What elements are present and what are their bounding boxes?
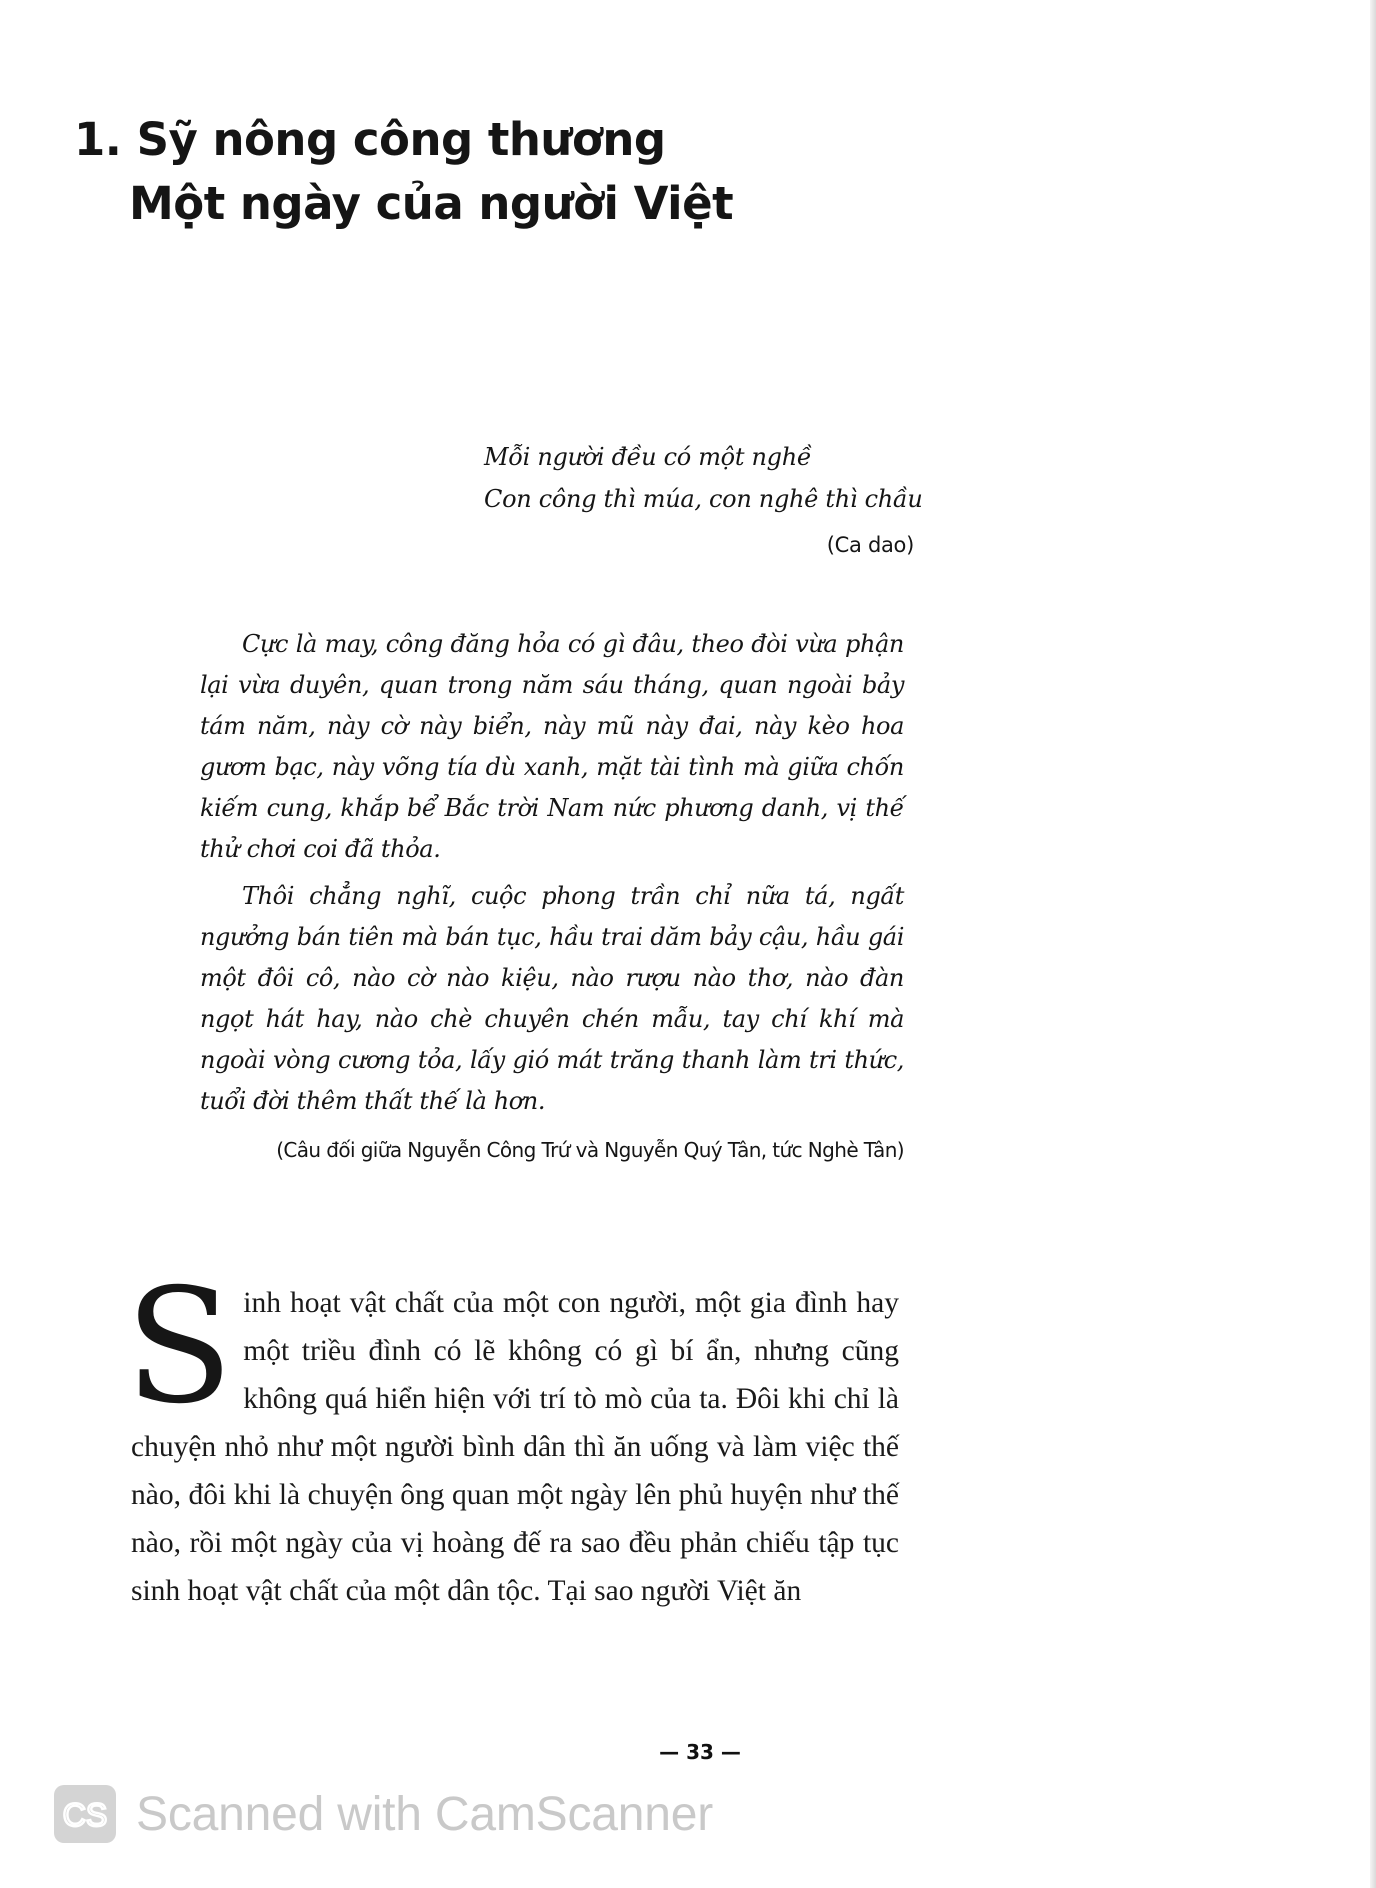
svg-text:CS: CS [62,1797,108,1833]
chapter-title-line-2: Một ngày của người Việt [129,177,734,230]
chapter-title [74,108,733,236]
poem-source: (Ca dao) [826,533,914,557]
camscanner-logo-icon [54,1785,116,1843]
couplet-source: (Câu đối giữa Nguyễn Công Trứ và Nguyễn Quý Tân, tức Nghè Tân) [276,1138,904,1162]
page-edge [1370,0,1376,1888]
epigraph-couplet [200,624,904,1171]
couplet-paragraph: Cực là may, công đăng hỏa có gì đâu, theo đòi vừa phận lại vừa duyên, quan trong năm sáu tháng, quan ngoài bảy tám năm, này cờ này biển, này mũ này đai, này kèo hoa gươm bạc, này võng tía dù xanh, mặt tài tình mà giữa chốn kiếm cung, khắp bể Bắc trời Nam nức phương danh, vị thế thử chơi coi đã thỏa. [200,630,904,863]
watermark-text: Scanned with CamScanner [136,1787,714,1841]
camscanner-watermark [54,1782,713,1846]
poem-line: Con công thì múa, con nghê thì chầu [484,485,923,513]
body-text: inh hoạt vật chất của một con người, một gia đình hay một triều đình có lẽ không có gì bí ẩn, nhưng cũng không quá hiển hiện với trí tò mò của ta. Đôi khi chỉ là chuyện nhỏ như một người bình dân thì ăn uống và làm việc thế nào, đôi khi là chuyện ông quan một ngày lên phủ huyện như thế nào, rồi một ngày của vị hoàng đế ra sao đều phản chiếu tập tục sinh hoạt vật chất của một dân tộc. Tại sao người Việt ăn [131,1287,899,1607]
poem-line: Mỗi người đều có một nghề [484,443,812,471]
page-number: — 33 — [659,1740,741,1764]
body-paragraph [125,1255,899,1615]
chapter-title-line-1: 1. Sỹ nông công thương [74,113,666,166]
epigraph-poem [484,436,923,566]
drop-cap: S [125,1255,234,1439]
couplet-paragraph: Thôi chẳng nghĩ, cuộc phong trần chỉ nữa tá, ngất ngưởng bán tiên mà bán tục, hầu trai dăm bảy cậu, hầu gái một đôi cô, nào cờ nào kiệu, nào rượu nào thơ, nào đàn ngọt hát hay, nào chè chuyên chén mẫu, tay chí khí mà ngoài vòng cương tỏa, lấy gió mát trăng thanh làm tri thức, tuổi đời thêm thất thế là hơn. [200,882,904,1115]
